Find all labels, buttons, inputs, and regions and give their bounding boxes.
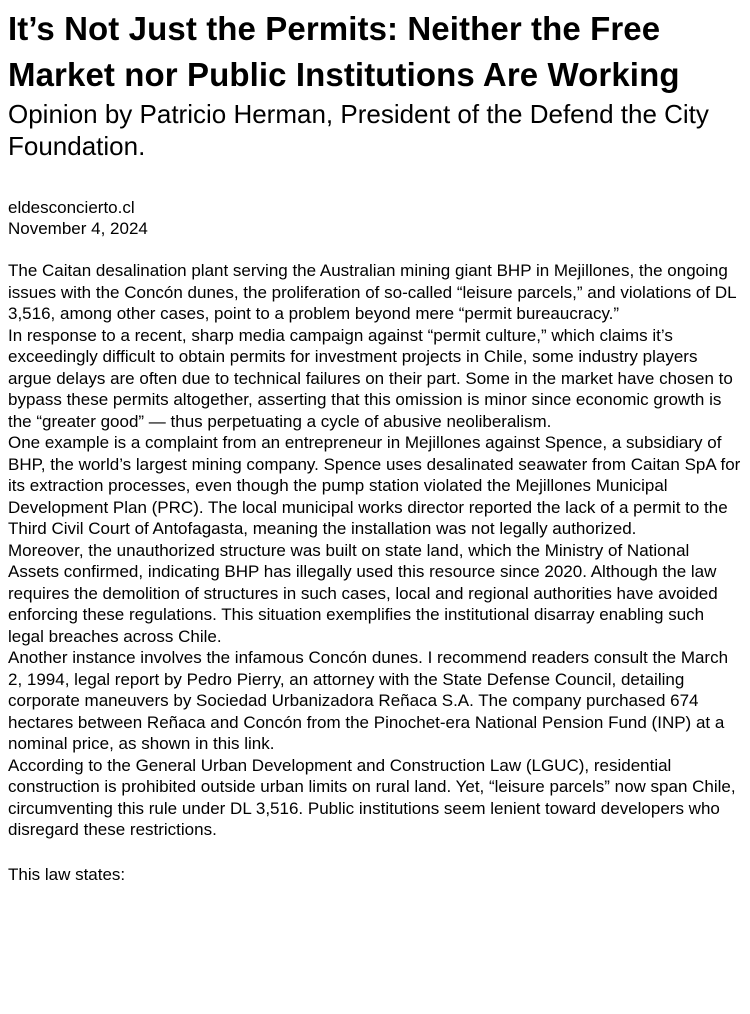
article-closing-line: This law states:: [8, 864, 126, 884]
article-paragraph: The Caitan desalination plant serving the Australian mining giant BHP in Mejillones, the ongoing issues with the Concón dunes, the proliferation of so-called “leisure parcels,” and violations of DL 3,516, among other cases, point to a problem beyond mere “permit bureaucracy.”: [8, 261, 736, 323]
article-byline: Opinion by Patricio Herman, President of the Defend the City Foundation.: [8, 99, 709, 161]
article-paragraph: According to the General Urban Development and Construction Law (LGUC), residential construction is prohibited outside urban limits on rural land. Yet, “leisure parcels” now span Chile, circumventing this rule under DL 3,516. Public institutions seem lenient toward developers who disregard these restrictions.: [8, 755, 736, 839]
article-source: eldesconcierto.cl: [8, 198, 135, 217]
article-paragraph: Moreover, the unauthorized structure was built on state land, which the Ministry of National Assets confirmed, indicating BHP has illegally used this resource since 2020. Although the law requires the demolition of structures in such cases, local and regional authorities have avoided enforcing these regulations. This situation exemplifies the institutional disarray enabling such legal breaches across Chile.: [8, 540, 718, 646]
article-paragraph: Another instance involves the infamous Concón dunes. I recommend readers consult the March 2, 1994, legal report by Pedro Pierry, an attorney with the State Defense Council, detailing corporate maneuvers by Sociedad Urbanizadora Reñaca S.A. The company purchased 674 hectares between Reñaca and Concón from the Pinochet-era National Pension Fund (INP) at a nominal price, as shown in this link.: [8, 648, 729, 753]
article-paragraph: In response to a recent, sharp media campaign against “permit culture,” which claims it’s exceedingly difficult to obtain permits for investment projects in Chile, some industry players argue delays are often due to technical failures on their part. Some in the market have chosen to bypass these permits altogether, asserting that this omission is minor since economic growth is the “greater good” — thus perpetuating a cycle of abusive neoliberalism.: [8, 325, 733, 431]
article-paragraph: One example is a complaint from an entrepreneur in Mejillones against Spence, a subsidiary of BHP, the world’s largest mining company. Spence uses desalinated seawater from Caitan SpA for its extraction processes, even though the pump station violated the Mejillones Municipal Development Plan (PRC). The local municipal works director reported the lack of a permit to the Third Civil Court of Antofagasta, meaning the installation was not legally authorized.: [8, 433, 741, 538]
article-body: [8, 260, 742, 841]
article-headline: It’s Not Just the Permits: Neither the Free Market nor Public Institutions Are Working: [8, 10, 680, 93]
article-meta: [8, 197, 742, 239]
article-date: November 4, 2024: [8, 219, 148, 238]
